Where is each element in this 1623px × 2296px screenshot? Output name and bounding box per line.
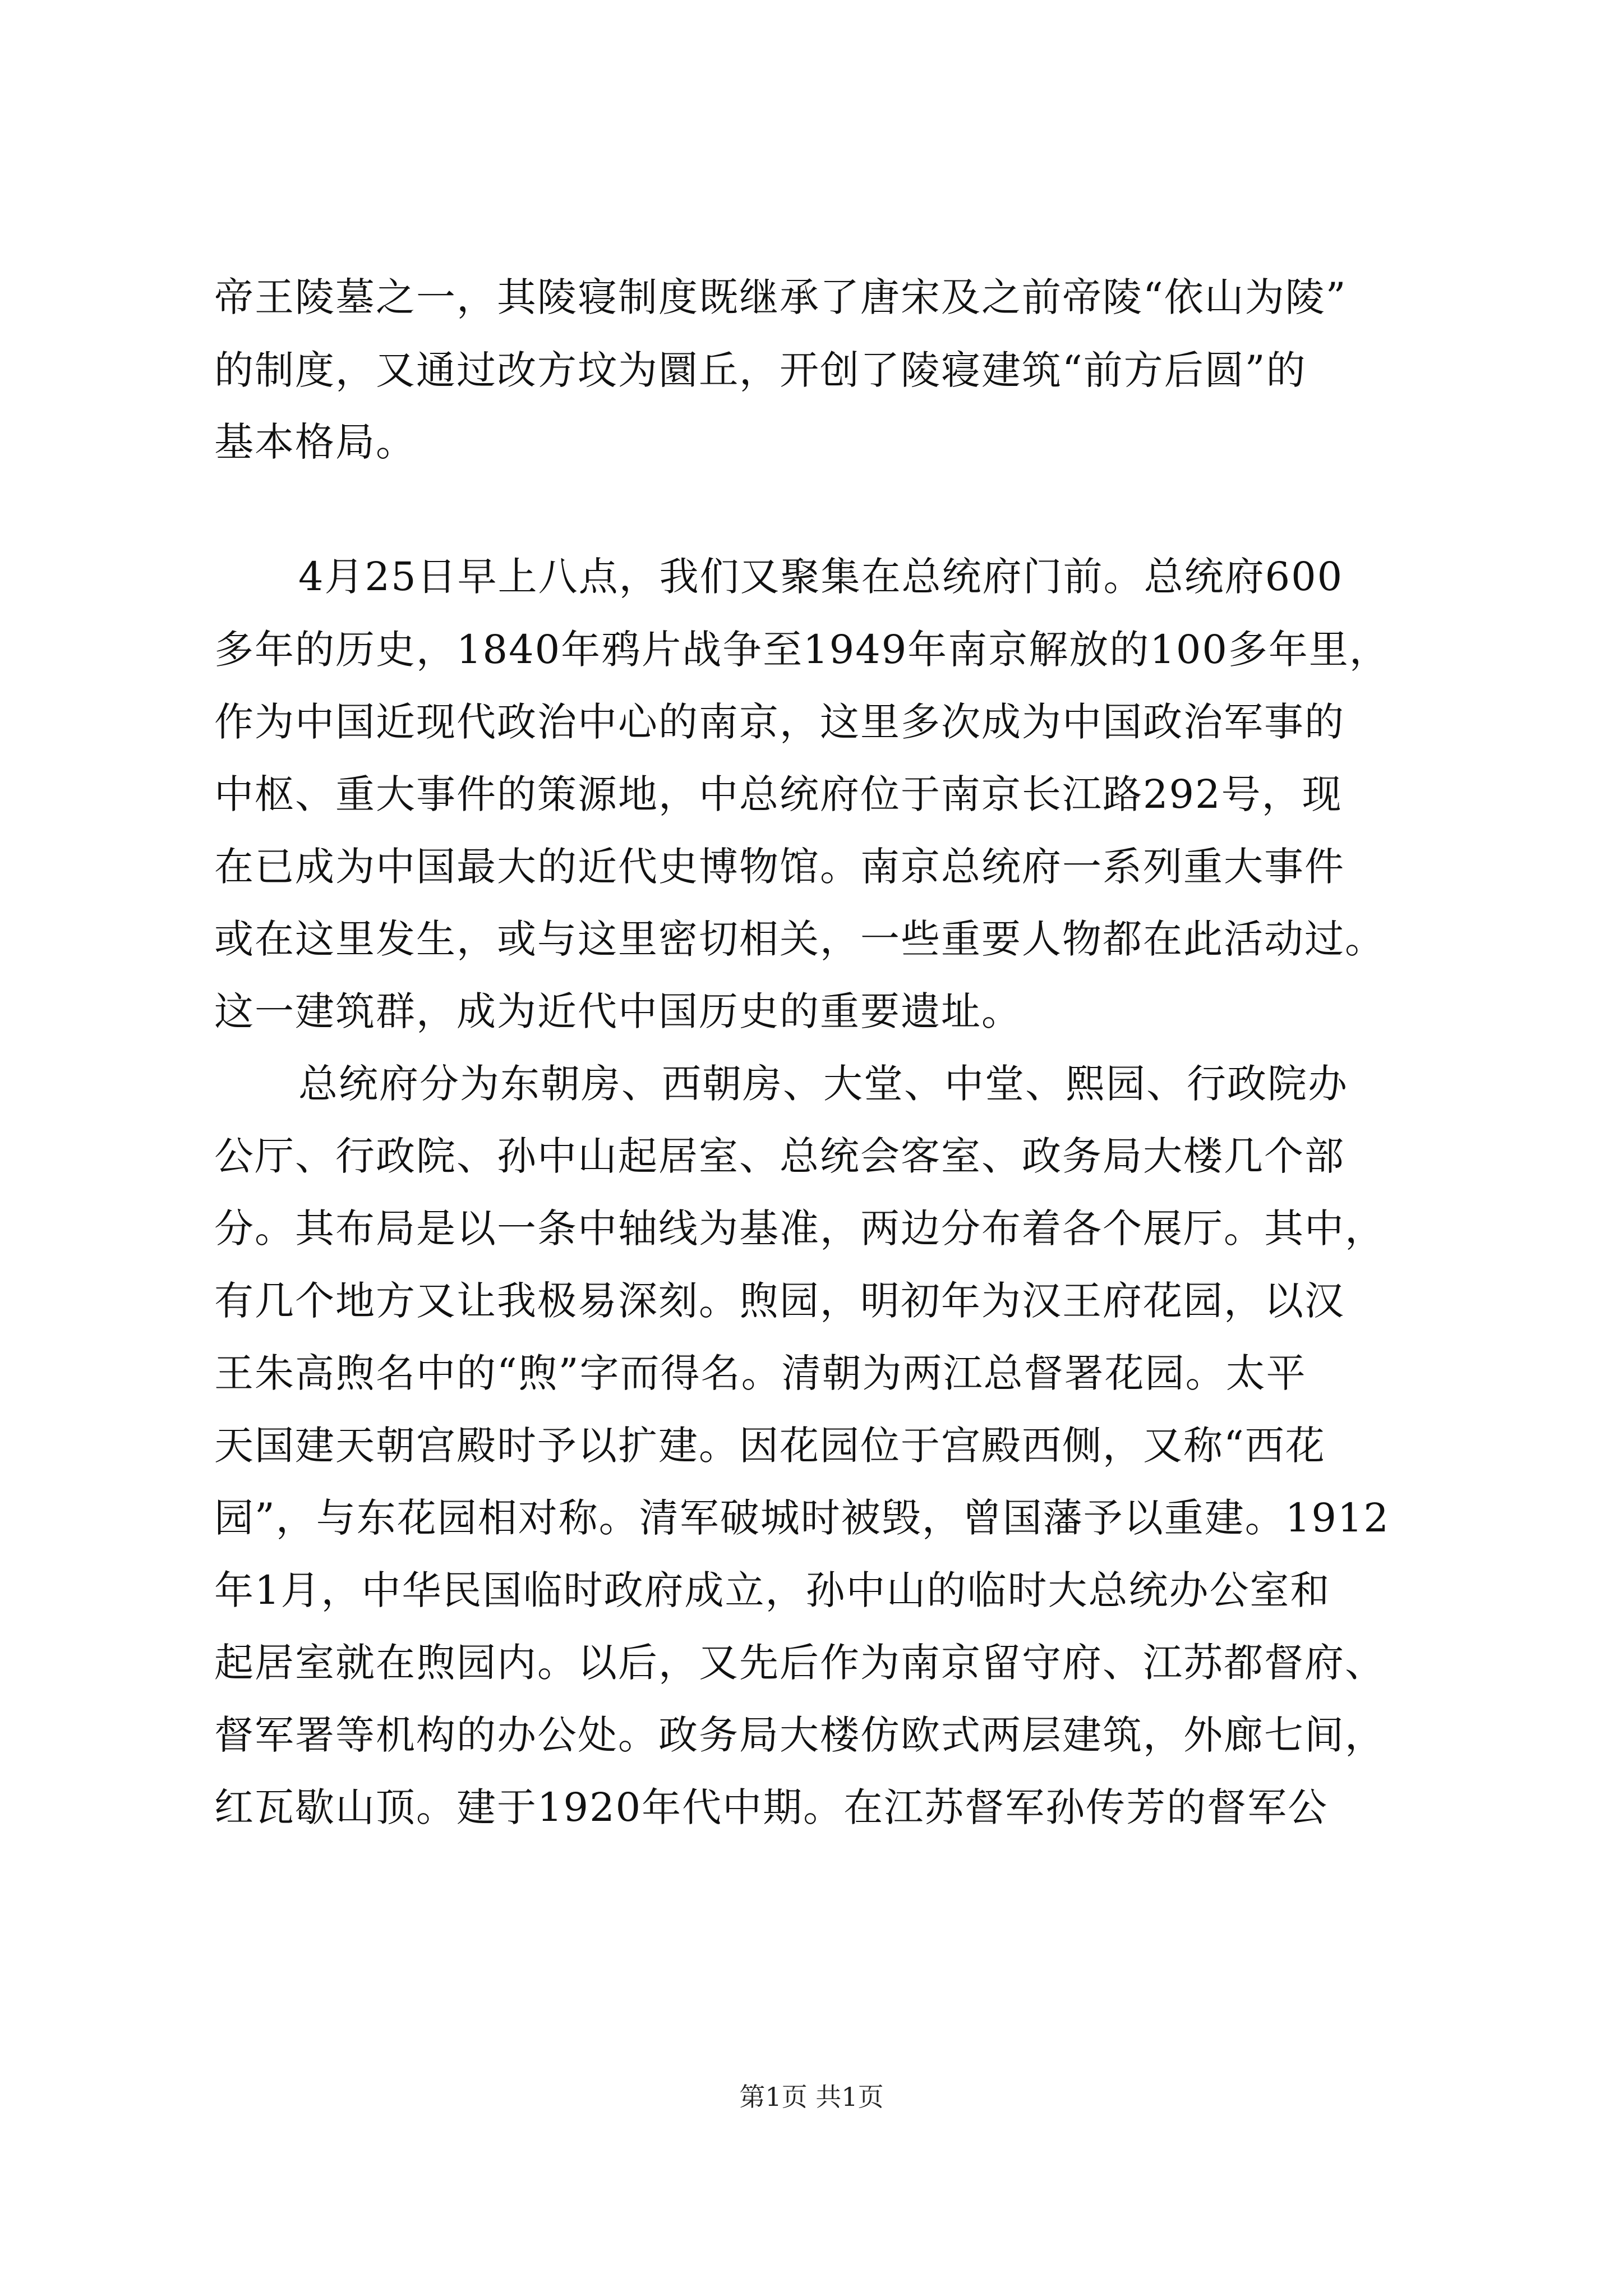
text-line-10: 这一建筑群，成为近代中国历史的重要遗址。 — [214, 988, 1022, 1034]
page-number-footer: 第1页 共1页 — [739, 2082, 884, 2112]
text-line-15: 王朱高煦名中的“煦”字而得名。清朝为两江总督署花园。太平 — [214, 1350, 1307, 1396]
text-line-20: 督军署等机构的办公处。政务局大楼仿欧式两层建筑，外廊七间， — [214, 1712, 1385, 1758]
text-line-11: 总统府分为东朝房、西朝房、大堂、中堂、熙园、行政院办 — [298, 1061, 1348, 1107]
text-line-12: 公厅、行政院、孙中山起居室、总统会客室、政务局大楼几个部 — [214, 1133, 1345, 1179]
text-line-14: 有几个地方又让我极易深刻。煦园，明初年为汉王府花园，以汉 — [214, 1278, 1345, 1324]
text-line-2: 的制度，又通过改方坟为圜丘，开创了陵寝建筑“前方后圆”的 — [214, 347, 1307, 393]
text-line-1: 帝王陵墓之一，其陵寝制度既继承了唐宋及之前帝陵“依山为陵” — [214, 274, 1347, 320]
text-line-4: 4月25日早上八点，我们又聚集在总统府门前。总统府600 — [298, 554, 1344, 600]
text-line-18: 年1月，中华民国临时政府成立，孙中山的临时大总统办公室和 — [214, 1567, 1331, 1613]
text-line-7: 中枢、重大事件的策源地，中总统府位于南京长江路292号，现 — [214, 771, 1343, 817]
text-line-6: 作为中国近现代政治中心的南京，这里多次成为中国政治军事的 — [214, 699, 1345, 745]
text-line-9: 或在这里发生，或与这里密切相关，一些重要人物都在此活动过。 — [214, 916, 1385, 962]
text-line-8: 在已成为中国最大的近代史博物馆。南京总统府一系列重大事件 — [214, 844, 1345, 890]
text-line-19: 起居室就在煦园内。以后，又先后作为南京留守府、江苏都督府、 — [214, 1640, 1385, 1686]
text-line-21: 红瓦歇山顶。建于1920年代中期。在江苏督军孙传芳的督军公 — [214, 1784, 1329, 1830]
text-line-13: 分。其布局是以一条中轴线为基准，两边分布着各个展厅。其中， — [214, 1205, 1385, 1251]
text-line-17: 园”，与东花园相对称。清军破城时被毁，曾国藩予以重建。1912 — [214, 1495, 1390, 1541]
text-line-3: 基本格局。 — [214, 419, 416, 465]
text-line-5: 多年的历史，1840年鸦片战争至1949年南京解放的100多年里， — [214, 627, 1390, 673]
text-line-16: 天国建天朝宫殿时予以扩建。因花园位于宫殿西侧，又称“西花 — [214, 1423, 1326, 1469]
